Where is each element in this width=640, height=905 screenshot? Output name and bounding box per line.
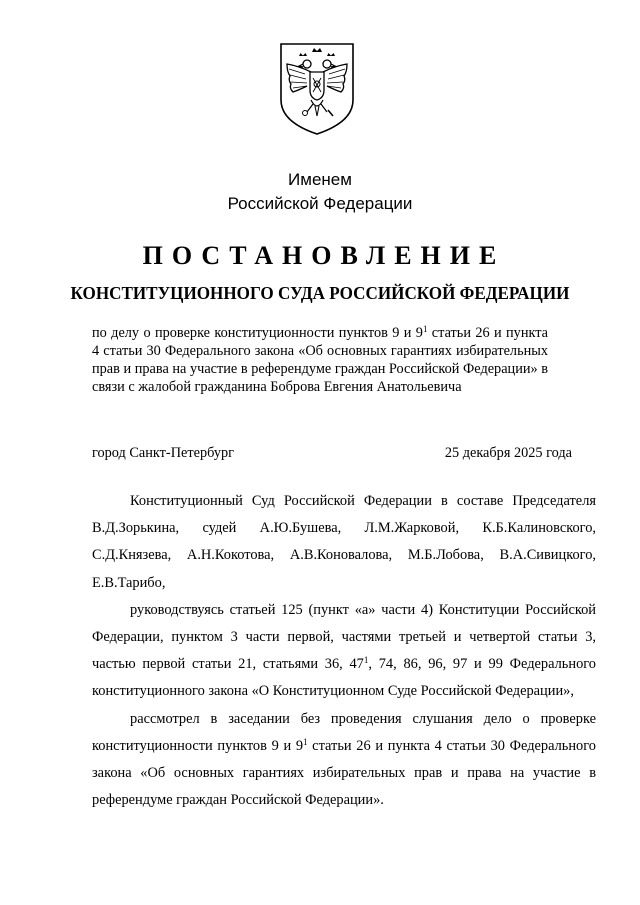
paragraph-legal-basis-part1: руководствуясь статьей 125 (пункт «а» части 4) Конституции Российской Федерации, пунктом 3 части первой, частями третьей и четвертой статьи 3, частью первой статьи 21, статьями 36, 47 (92, 601, 596, 673)
case-subject (92, 324, 548, 396)
document-date: 25 декабря 2025 года (444, 445, 572, 461)
paragraph-considered (92, 706, 596, 815)
document-title: ПОСТАНОВЛЕНИЕ (142, 241, 506, 270)
paragraph-legal-basis (92, 597, 596, 706)
case-subject-part2: статьи 26 и пункта 4 статьи 30 Федерального закона «Об основных гарантиях избирательных прав и права на участие в референдуме граждан Российской Федерации» в связи с жалобой гражданина Боброва Евгения Анатольевича (92, 325, 548, 395)
paragraph-considered-part1: рассмотрел в заседании без проведения слушания дело о проверке конституционности пунктов 9 и 9 (92, 710, 596, 754)
header-line-federation: Российской Федерации (227, 194, 413, 213)
paragraph-legal-basis-part2: , 74, 86, 96, 97 и 99 Федерального конституционного закона «О Конституционном Суде Российской Федерации», (92, 656, 597, 700)
coat-of-arms-icon (277, 42, 357, 136)
case-subject-part1: по делу о проверке конституционности пунктов 9 и 9 (92, 325, 423, 341)
superscript: 1 (422, 324, 428, 334)
superscript: 1 (303, 736, 308, 747)
paragraph-considered-part2: статьи 26 и пункта 4 статьи 30 Федерального закона «Об основных гарантиях избирательных прав и права на участие в референдуме граждан Российской Федерации». (92, 737, 596, 809)
document-body (92, 488, 596, 814)
place-city: город Санкт-Петербург (92, 445, 234, 461)
header-line-in-the-name: Именем (288, 170, 352, 189)
paragraph-composition: Конституционный Суд Российской Федерации в составе Председателя В.Д.Зорькина, судей А.Ю.Бушева, Л.М.Жарковой, К.Б.Калиновского, С.Д.Князева, А.Н.Кокотова, А.В.Коновалова, М.Б.Лобова, В.А.Сивицкого, Е.В.Тарибо, (92, 493, 596, 591)
superscript: 1 (363, 655, 369, 666)
court-name: КОНСТИТУЦИОННОГО СУДА РОССИЙСКОЙ ФЕДЕРАЦИИ (70, 283, 570, 303)
